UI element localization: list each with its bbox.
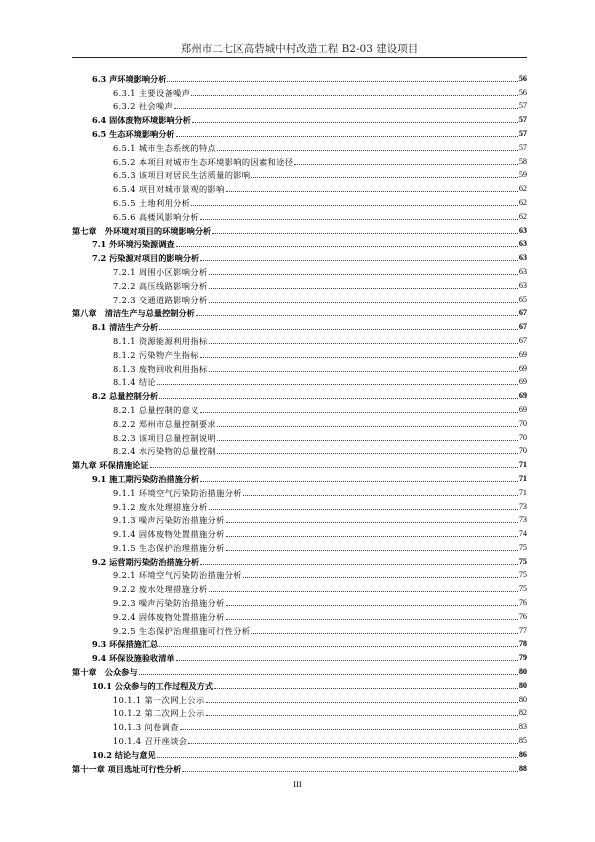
toc-entry[interactable] bbox=[72, 167, 527, 181]
dot-leader bbox=[200, 357, 518, 358]
toc-entry-label: 9.1.4 固体废物处置措施分析 bbox=[113, 529, 225, 540]
toc-entry-label: 6.3.2 社会噪声 bbox=[113, 101, 174, 112]
toc-entry-label: 9.2 运营期污染防治措施分析 bbox=[92, 556, 200, 567]
toc-entry-label: 8.2.4 水污染物的总量控制 bbox=[113, 446, 217, 457]
toc-entry-label: 8.1 清洁生产分析 bbox=[92, 322, 159, 333]
dot-leader bbox=[226, 536, 518, 537]
toc-entry-page: 67 bbox=[518, 322, 527, 332]
toc-entry[interactable] bbox=[72, 580, 527, 594]
toc-entry-page: 58 bbox=[518, 156, 527, 166]
toc-entry-page: 63 bbox=[518, 225, 527, 235]
toc-entry-page: 56 bbox=[518, 73, 527, 83]
toc-entry-page: 57 bbox=[518, 101, 527, 111]
toc-entry[interactable] bbox=[72, 153, 527, 167]
toc-entry[interactable] bbox=[72, 718, 527, 732]
toc-entry-page: 71 bbox=[518, 460, 527, 470]
toc-entry-label: 9.1.1 环境空气污染防治措施分析 bbox=[113, 487, 242, 498]
toc-entry-page: 59 bbox=[518, 170, 527, 180]
toc-entry-label: 6.5.2 本项目对城市生态环境影响的因素和途径 bbox=[113, 156, 294, 167]
toc-entry-label: 10.1 公众参与的工作过程及方式 bbox=[92, 680, 214, 691]
toc-entry[interactable] bbox=[72, 84, 527, 98]
toc-entry-label: 6.5.6 高楼风影响分析 bbox=[113, 211, 199, 222]
dot-leader bbox=[182, 771, 518, 772]
dot-leader bbox=[180, 729, 518, 730]
dot-leader bbox=[159, 646, 518, 647]
toc-entry[interactable] bbox=[72, 456, 527, 470]
dot-leader bbox=[174, 108, 518, 109]
toc-entry-label: 10.1.3 问卷调查 bbox=[113, 722, 179, 733]
toc-entry-page: 86 bbox=[518, 749, 527, 759]
toc-entry-label: 8.2.3 该项目总量控制说明 bbox=[113, 432, 217, 443]
dot-leader bbox=[200, 412, 518, 413]
toc-entry[interactable] bbox=[72, 305, 527, 319]
toc-entry-page: 62 bbox=[518, 211, 527, 221]
toc-entry[interactable] bbox=[72, 139, 527, 153]
toc-entry[interactable] bbox=[72, 567, 527, 581]
toc-entry[interactable] bbox=[72, 525, 527, 539]
toc-entry-label: 6.4 固体废物环境影响分析 bbox=[92, 115, 191, 126]
toc-entry-page: 57 bbox=[518, 115, 527, 125]
toc-entry[interactable] bbox=[72, 443, 527, 457]
toc-entry[interactable] bbox=[72, 111, 527, 125]
toc-entry-label: 9.1.5 生态保护治理措施分析 bbox=[113, 542, 225, 553]
toc-entry-page: 76 bbox=[518, 598, 527, 608]
toc-entry-label: 6.5 生态环境影响分析 bbox=[92, 128, 175, 139]
toc-entry-page: 85 bbox=[518, 736, 527, 746]
dot-leader bbox=[157, 384, 518, 385]
toc-entry-page: 82 bbox=[518, 708, 527, 718]
toc-entry-label: 第九章 环保措施论证 bbox=[72, 460, 149, 471]
toc-entry[interactable] bbox=[72, 277, 527, 291]
dot-leader bbox=[150, 467, 518, 468]
table-of-contents bbox=[72, 70, 527, 774]
toc-entry-label: 9.2.3 噪声污染防治措施分析 bbox=[113, 598, 225, 609]
toc-entry-page: 75 bbox=[518, 542, 527, 552]
dot-leader bbox=[188, 743, 517, 744]
toc-entry-label: 8.1.2 污染物产生指标 bbox=[113, 349, 199, 360]
dot-leader bbox=[217, 453, 518, 454]
toc-entry-page: 69 bbox=[518, 404, 527, 414]
toc-entry-label: 6.3.1 主要设备噪声 bbox=[113, 87, 191, 98]
toc-entry-label: 6.3 声环境影响分析 bbox=[92, 73, 167, 84]
toc-entry-label: 8.2.1 总量控制的意义 bbox=[113, 404, 199, 415]
toc-entry-page: 69 bbox=[518, 363, 527, 373]
dot-leader bbox=[209, 509, 518, 510]
toc-entry-page: 67 bbox=[518, 308, 527, 318]
toc-entry-page: 63 bbox=[518, 280, 527, 290]
toc-entry[interactable] bbox=[72, 553, 527, 567]
dot-leader bbox=[209, 288, 518, 289]
dot-leader bbox=[157, 757, 518, 758]
toc-entry-page: 67 bbox=[518, 335, 527, 345]
toc-entry-page: 73 bbox=[518, 515, 527, 525]
toc-entry[interactable] bbox=[72, 663, 527, 677]
toc-entry-page: 71 bbox=[518, 473, 527, 483]
toc-entry-label: 7.2.3 交通道路影响分析 bbox=[113, 294, 208, 305]
toc-entry-page: 83 bbox=[518, 722, 527, 732]
toc-entry-page: 70 bbox=[518, 418, 527, 428]
toc-entry-label: 10.1.2 第二次网上公示 bbox=[113, 708, 205, 719]
dot-leader bbox=[200, 260, 518, 261]
toc-entry[interactable] bbox=[72, 249, 527, 263]
toc-entry-page: 56 bbox=[518, 87, 527, 97]
dot-leader bbox=[206, 702, 518, 703]
toc-entry[interactable] bbox=[72, 760, 527, 774]
toc-entry-label: 第八章 清洁生产与总量控制分析 bbox=[72, 308, 195, 319]
toc-entry-label: 9.2.5 生态保护治理措施可行性分析 bbox=[113, 625, 251, 636]
toc-entry-label: 6.5.3 该项目对居民生活质量的影响 bbox=[113, 170, 251, 181]
dot-leader bbox=[200, 481, 518, 482]
toc-entry-page: 79 bbox=[518, 653, 527, 663]
dot-leader bbox=[200, 564, 518, 565]
dot-leader bbox=[243, 495, 518, 496]
toc-entry[interactable] bbox=[72, 180, 527, 194]
toc-entry-page: 69 bbox=[518, 391, 527, 401]
toc-entry[interactable] bbox=[72, 125, 527, 139]
dot-leader bbox=[226, 619, 518, 620]
page-number: III bbox=[293, 779, 302, 789]
toc-entry-label: 8.1.1 资源能源利用指标 bbox=[113, 335, 208, 346]
toc-entry[interactable] bbox=[72, 608, 527, 622]
toc-entry[interactable] bbox=[72, 291, 527, 305]
toc-entry-page: 77 bbox=[518, 625, 527, 635]
toc-entry[interactable] bbox=[72, 360, 527, 374]
dot-leader bbox=[167, 81, 517, 82]
dot-leader bbox=[196, 315, 518, 316]
toc-entry[interactable] bbox=[72, 415, 527, 429]
toc-entry[interactable] bbox=[72, 429, 527, 443]
toc-entry-page: 75 bbox=[518, 570, 527, 580]
toc-entry[interactable] bbox=[72, 705, 527, 719]
toc-entry-page: 69 bbox=[518, 377, 527, 387]
toc-entry-label: 第十章 公众参与 bbox=[72, 667, 138, 678]
dot-leader bbox=[209, 371, 518, 372]
toc-entry-label: 8.2.2 郑州市总量控制要求 bbox=[113, 418, 217, 429]
dot-leader bbox=[243, 577, 518, 578]
toc-entry-page: 62 bbox=[518, 197, 527, 207]
toc-entry[interactable] bbox=[72, 401, 527, 415]
dot-leader bbox=[226, 522, 518, 523]
toc-entry-page: 57 bbox=[518, 128, 527, 138]
header-rule bbox=[72, 57, 527, 58]
toc-entry-page: 63 bbox=[518, 266, 527, 276]
dot-leader bbox=[226, 191, 518, 192]
toc-entry-label: 6.5.4 项目对城市景观的影响 bbox=[113, 184, 225, 195]
dot-leader bbox=[212, 233, 518, 234]
toc-entry-label: 10.1.1 第一次网上公示 bbox=[113, 694, 205, 705]
toc-entry-label: 7.1 外环境污染源调查 bbox=[92, 239, 175, 250]
dot-leader bbox=[251, 633, 517, 634]
dot-leader bbox=[176, 660, 518, 661]
toc-entry[interactable] bbox=[72, 194, 527, 208]
dot-leader bbox=[209, 591, 518, 592]
toc-entry[interactable] bbox=[72, 746, 527, 760]
toc-entry-page: 75 bbox=[518, 556, 527, 566]
toc-entry[interactable] bbox=[72, 318, 527, 332]
toc-entry-label: 9.2.1 环境空气污染防治措施分析 bbox=[113, 570, 242, 581]
dot-leader bbox=[217, 426, 518, 427]
toc-entry-label: 7.2.1 周围小区影响分析 bbox=[113, 266, 208, 277]
toc-entry-page: 71 bbox=[518, 487, 527, 497]
dot-leader bbox=[209, 302, 518, 303]
toc-entry-page: 80 bbox=[518, 667, 527, 677]
dot-leader bbox=[206, 715, 518, 716]
toc-entry-label: 9.1.2 废水处理措施分析 bbox=[113, 501, 208, 512]
dot-leader bbox=[176, 136, 518, 137]
dot-leader bbox=[191, 95, 517, 96]
toc-entry-page: 76 bbox=[518, 611, 527, 621]
running-header: 郑州市二七区高砦城中村改造工程 B2-03 建设项目 bbox=[180, 43, 419, 55]
toc-entry-label: 8.1.4 结论 bbox=[113, 377, 157, 388]
dot-leader bbox=[217, 440, 518, 441]
toc-entry[interactable] bbox=[72, 222, 527, 236]
dot-leader bbox=[217, 150, 518, 151]
toc-entry[interactable] bbox=[72, 70, 527, 84]
dot-leader bbox=[251, 177, 517, 178]
toc-entry[interactable] bbox=[72, 263, 527, 277]
toc-entry-page: 78 bbox=[518, 639, 527, 649]
toc-entry-label: 8.2 总量控制分析 bbox=[92, 391, 159, 402]
toc-entry-label: 7.2.2 高压线路影响分析 bbox=[113, 280, 208, 291]
toc-entry-page: 75 bbox=[518, 584, 527, 594]
toc-entry-label: 第七章 外环境对项目的环境影响分析 bbox=[72, 225, 212, 236]
dot-leader bbox=[214, 688, 518, 689]
toc-entry[interactable] bbox=[72, 470, 527, 484]
toc-entry[interactable] bbox=[72, 374, 527, 388]
toc-entry[interactable] bbox=[72, 649, 527, 663]
toc-entry[interactable] bbox=[72, 208, 527, 222]
toc-entry[interactable] bbox=[72, 512, 527, 526]
toc-entry-label: 10.2 结论与意见 bbox=[92, 749, 156, 760]
toc-entry-page: 63 bbox=[518, 239, 527, 249]
toc-entry-page: 80 bbox=[518, 694, 527, 704]
toc-entry-label: 10.1.4 召开座谈会 bbox=[113, 736, 188, 747]
dot-leader bbox=[226, 605, 518, 606]
toc-entry-page: 88 bbox=[518, 763, 527, 773]
dot-leader bbox=[139, 674, 518, 675]
toc-entry-label: 6.5.1 城市生态系统的特点 bbox=[113, 142, 217, 153]
dot-leader bbox=[209, 274, 518, 275]
toc-entry-page: 69 bbox=[518, 349, 527, 359]
toc-entry[interactable] bbox=[72, 622, 527, 636]
toc-entry-page: 80 bbox=[518, 680, 527, 690]
dot-leader bbox=[200, 219, 518, 220]
toc-entry-page: 74 bbox=[518, 529, 527, 539]
toc-entry-page: 73 bbox=[518, 501, 527, 511]
toc-entry-page: 70 bbox=[518, 432, 527, 442]
toc-entry[interactable] bbox=[72, 732, 527, 746]
toc-entry-label: 7.2 污染源对项目的影响分析 bbox=[92, 253, 200, 264]
toc-entry[interactable] bbox=[72, 236, 527, 250]
toc-entry[interactable] bbox=[72, 677, 527, 691]
dot-leader bbox=[192, 122, 518, 123]
toc-entry-label: 9.2.2 废水处理措施分析 bbox=[113, 584, 208, 595]
dot-leader bbox=[159, 329, 518, 330]
toc-entry[interactable] bbox=[72, 594, 527, 608]
toc-entry[interactable] bbox=[72, 539, 527, 553]
toc-entry[interactable] bbox=[72, 346, 527, 360]
toc-entry-label: 6.5.5 土地利用分析 bbox=[113, 197, 191, 208]
toc-entry-label: 8.1.3 废物回收利用指标 bbox=[113, 363, 208, 374]
dot-leader bbox=[226, 550, 518, 551]
toc-entry-label: 9.3 环保措施汇总 bbox=[92, 639, 159, 650]
toc-entry[interactable] bbox=[72, 98, 527, 112]
toc-entry-label: 9.1.3 噪声污染防治措施分析 bbox=[113, 515, 225, 526]
dot-leader bbox=[209, 343, 518, 344]
toc-entry-label: 9.2.4 固体废物处置措施分析 bbox=[113, 611, 225, 622]
dot-leader bbox=[191, 205, 517, 206]
dot-leader bbox=[294, 164, 517, 165]
toc-entry[interactable] bbox=[72, 691, 527, 705]
dot-leader bbox=[176, 246, 518, 247]
toc-entry-page: 62 bbox=[518, 184, 527, 194]
toc-entry-page: 57 bbox=[518, 142, 527, 152]
toc-entry[interactable] bbox=[72, 332, 527, 346]
toc-entry-label: 9.1 施工期污染防治措施分析 bbox=[92, 473, 200, 484]
toc-entry[interactable] bbox=[72, 636, 527, 650]
toc-entry-page: 65 bbox=[518, 294, 527, 304]
dot-leader bbox=[159, 398, 518, 399]
toc-entry-label: 9.4 环保设施验收清单 bbox=[92, 653, 175, 664]
toc-entry-page: 63 bbox=[518, 253, 527, 263]
toc-entry[interactable] bbox=[72, 498, 527, 512]
toc-entry-label: 第十一章 项目选址可行性分析 bbox=[72, 763, 182, 774]
toc-entry[interactable] bbox=[72, 484, 527, 498]
toc-entry[interactable] bbox=[72, 387, 527, 401]
toc-entry-page: 70 bbox=[518, 446, 527, 456]
